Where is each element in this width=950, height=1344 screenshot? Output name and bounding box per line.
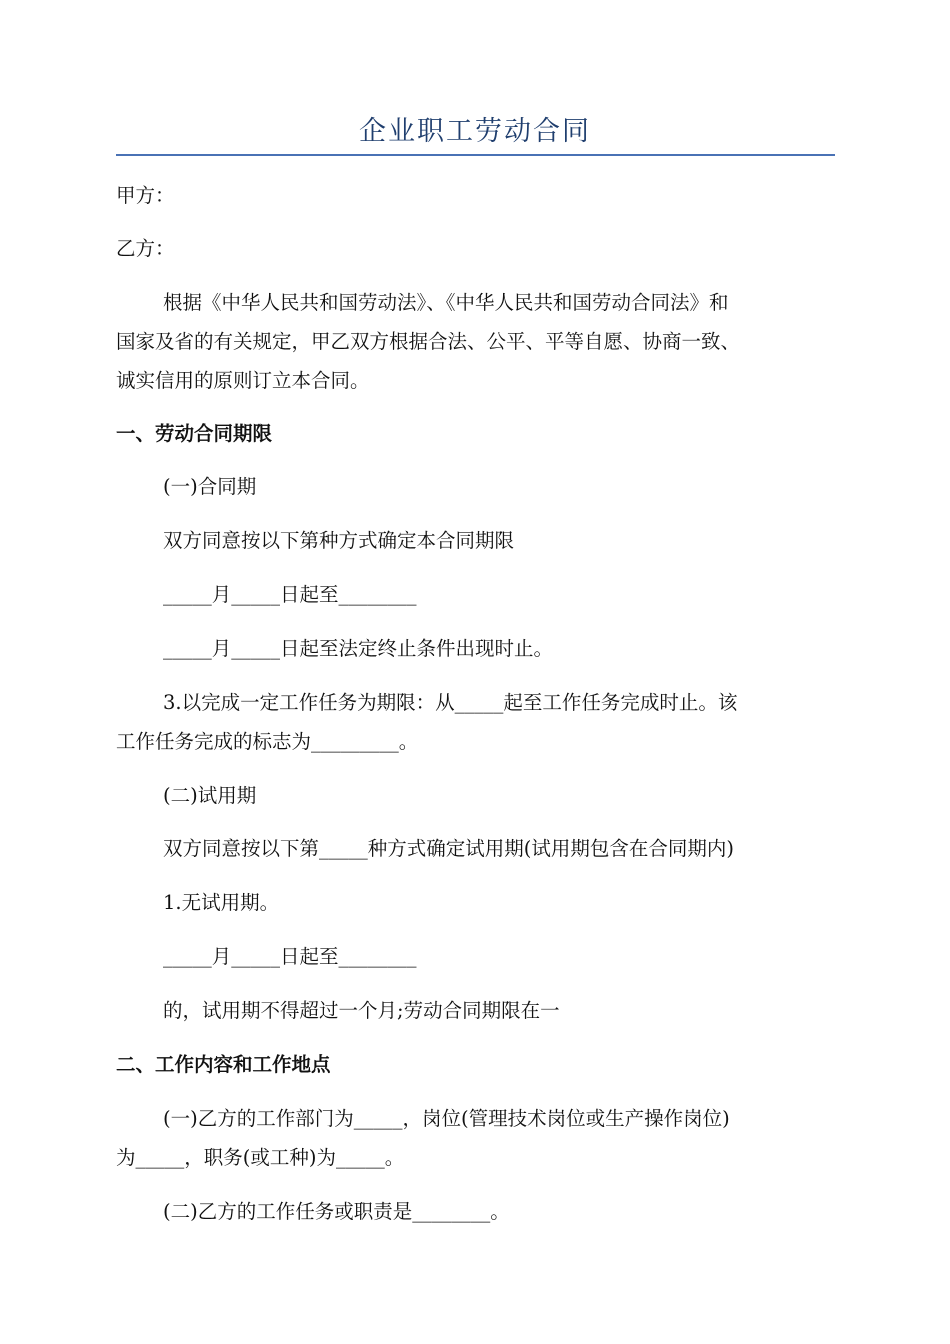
party-a-label: 甲方： bbox=[116, 184, 175, 207]
document-title: 企业职工劳动合同 bbox=[359, 116, 591, 147]
intro-paragraph-line: 诚实信用的原则订立本合同。 bbox=[116, 369, 370, 392]
intro-paragraph-line: 根据《中华人民共和国劳动法》、《中华人民共和国劳动合同法》和 bbox=[163, 291, 729, 314]
section-heading-contract-term: 一、劳动合同期限 bbox=[116, 422, 273, 445]
subsection-probation: (二)试用期 bbox=[163, 784, 257, 807]
contract-term-date-fill: _____月_____日起至法定终止条件出现时止。 bbox=[163, 637, 554, 660]
probation-option-none: 1.无试用期。 bbox=[163, 891, 280, 914]
probation-choice: 双方同意按以下第_____种方式确定试用期(试用期包含在合同期内) bbox=[163, 837, 734, 860]
probation-date-fill: _____月_____日起至________ bbox=[163, 945, 417, 968]
contract-term-date-fill: _____月_____日起至________ bbox=[163, 583, 417, 606]
section-heading-work-content: 二、工作内容和工作地点 bbox=[116, 1053, 331, 1076]
work-department-line: (一)乙方的工作部门为_____，岗位(管理技术岗位或生产操作岗位) bbox=[163, 1107, 730, 1130]
intro-paragraph-line: 国家及省的有关规定，甲乙双方根据合法、公平、平等自愿、协商一致、 bbox=[116, 330, 741, 353]
subsection-contract-period: (一)合同期 bbox=[163, 475, 257, 498]
title-underline bbox=[116, 154, 835, 156]
contract-term-choice: 双方同意按以下第种方式确定本合同期限 bbox=[163, 529, 515, 552]
contract-term-task-line: 3.以完成一定工作任务为期限：从_____起至工作任务完成时止。该 bbox=[163, 691, 738, 714]
contract-term-task-line: 工作任务完成的标志为_________。 bbox=[116, 730, 419, 753]
work-department-line: 为_____，职务(或工种)为_____。 bbox=[116, 1146, 405, 1169]
party-b-label: 乙方： bbox=[116, 237, 175, 260]
work-duty-line: (二)乙方的工作任务或职责是________。 bbox=[163, 1200, 510, 1223]
probation-limit-text: 的，试用期不得超过一个月;劳动合同期限在一 bbox=[163, 999, 560, 1022]
